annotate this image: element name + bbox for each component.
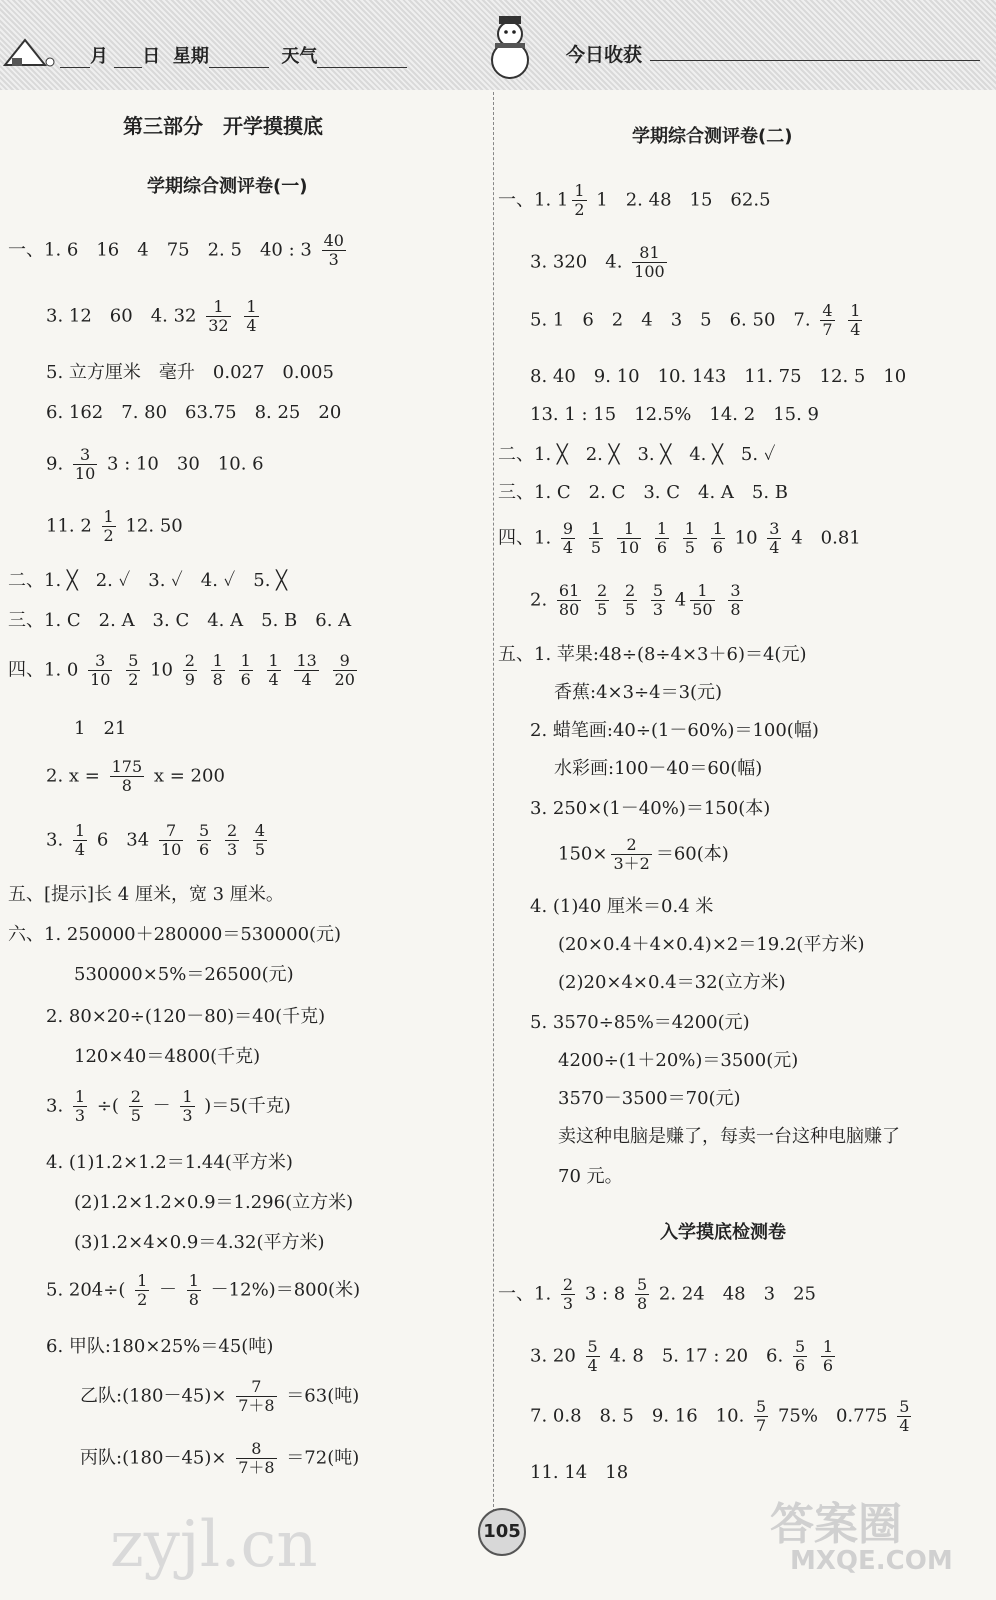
answer-line: 530000×5%＝26500(元) <box>74 964 294 985</box>
answer-line: 二、1. ╳ 2. ✓ 3. ✓ 4. ✓ 5. ╳ <box>8 570 287 591</box>
fraction: $\frac{81}{100}$ <box>634 243 665 281</box>
fraction: $\frac{1}{4}$ <box>74 821 86 859</box>
fraction: $\frac{2}{5}$ <box>624 581 636 619</box>
day-label: 日 <box>142 46 161 67</box>
answer-line: 2. x = $\frac{175}{8}$ x = 200 <box>46 757 225 795</box>
fraction: $\frac{2}{9}$ <box>184 651 195 689</box>
answer-line: 2. $\frac{61}{80}$ $\frac{2}{5}$ $\frac{2}{5}$ $\frac{5}{3}$ 4 $\frac{1}{50}$ $\frac{3}{8}$ <box>530 581 741 619</box>
fraction: $\frac{9}{20}$ <box>334 651 355 689</box>
fraction: $\frac{3}{4}$ <box>769 519 780 557</box>
fraction: $\frac{40}{3}$ <box>323 231 344 269</box>
answer-line: 5. 1 6 2 4 3 5 6. 50 7. $\frac{4}{7}$ $\frac{1}{4}$ <box>530 301 861 339</box>
answer-line: 11. 2 $\frac{1}{2}$ 12. 50 <box>46 507 183 545</box>
fraction: $\frac{1}{6}$ <box>240 651 251 689</box>
answer-line: 一、1. 6 16 4 75 2. 5 40 : 3 $\frac{40}{3}$ <box>8 231 344 269</box>
answer-line: 五、[提示]长 4 厘米，宽 3 厘米。 <box>8 884 284 905</box>
fraction: $\frac{1}{10}$ <box>618 519 640 557</box>
answer-line: 3570－3500＝70(元) <box>558 1088 741 1109</box>
week-blank[interactable] <box>209 49 269 68</box>
fraction: $\frac{175}{8}$ <box>111 757 143 795</box>
fraction: $\frac{7}{7+8}$ <box>238 1377 275 1415</box>
fraction: $\frac{61}{80}$ <box>558 581 580 619</box>
answer-line: 3. 12 60 4. 32 $\frac{1}{32}$ $\frac{1}{4}$ <box>46 297 257 335</box>
answer-line: 四、1. $\frac{9}{4}$ $\frac{1}{5}$ $\frac{1}{10}$ $\frac{1}{6}$ $\frac{1}{5}$ $\frac{1}{6}$ 10 $\frac{3}{4}$ 4 0.81 <box>498 519 861 557</box>
answer-line: 3. $\frac{1}{3}$ ÷( $\frac{2}{5}$ － $\frac{1}{3}$ )＝5(千克) <box>46 1087 291 1125</box>
answer-line: 二、1. ╳ 2. ╳ 3. ╳ 4. ╳ 5. ✓ <box>498 444 776 465</box>
fraction: $\frac{5}{6}$ <box>199 821 210 859</box>
fraction: $\frac{1}{4}$ <box>246 297 257 335</box>
fraction: $\frac{1}{6}$ <box>656 519 668 557</box>
answer-line: 13. 1 : 15 12.5% 14. 2 15. 9 <box>530 404 819 425</box>
daily-gain-blank[interactable] <box>650 60 980 61</box>
answer-line: (3)1.2×4×0.9＝4.32(平方米) <box>74 1232 325 1253</box>
answer-line: 卖这种电脑是赚了，每卖一台这种电脑赚了 <box>558 1126 900 1147</box>
answer-line: 四、1. 0 $\frac{3}{10}$ $\frac{5}{2}$ 10 $\frac{2}{9}$ $\frac{1}{8}$ $\frac{1}{6}$ $\frac{1}{4}$ $\frac{13}{4}$ $\frac{9}{20}$ <box>8 651 355 689</box>
answer-line: 3. 320 4. $\frac{81}{100}$ <box>530 243 665 281</box>
snowman-icon <box>475 12 545 82</box>
fraction: $\frac{1}{2}$ <box>574 181 585 219</box>
answer-line: 7. 0.8 8. 5 9. 16 10. $\frac{5}{7}$ 75% 0.775 $\frac{5}{4}$ <box>530 1397 910 1435</box>
fraction: $\frac{2}{3}$ <box>226 821 238 859</box>
date-weather-fields <box>60 42 407 68</box>
fraction: $\frac{2}{5}$ <box>597 581 608 619</box>
fraction: $\frac{1}{2}$ <box>137 1271 148 1309</box>
answer-line: 5. 3570÷85%＝4200(元) <box>530 1012 750 1033</box>
fraction: $\frac{5}{4}$ <box>899 1397 910 1435</box>
answer-line: 2. 80×20÷(120－80)＝40(千克) <box>46 1006 326 1027</box>
answer-line: 3. 250×(1－40%)＝150(本) <box>530 798 771 819</box>
part-title: 第三部分 开学摸摸底 <box>123 114 323 138</box>
answer-line: 70 元。 <box>558 1166 623 1187</box>
answer-line: 6. 甲队:180×25%＝45(吨) <box>46 1336 274 1357</box>
snowy-house-icon <box>0 30 60 70</box>
test1-title: 学期综合测评卷(一) <box>147 176 308 197</box>
weather-label: 天气 <box>281 46 318 67</box>
answer-line: 150× $\frac{2}{3+2}$ ＝60(本) <box>558 835 729 873</box>
test3-title: 入学摸底检测卷 <box>660 1222 786 1243</box>
week-label: 星期 <box>172 46 209 67</box>
fraction: $\frac{8}{7+8}$ <box>238 1439 275 1477</box>
fraction: $\frac{1}{8}$ <box>188 1271 199 1309</box>
answer-line: 4. (1)40 厘米＝0.4 米 <box>530 896 714 917</box>
answer-line: 4. (1)1.2×1.2＝1.44(平方米) <box>46 1152 293 1173</box>
answer-line: 乙队:(180－45)× $\frac{7}{7+8}$ ＝63(吨) <box>80 1377 360 1415</box>
answer-line: 3. 20 $\frac{5}{4}$ 4. 8 5. 17 : 20 6. $\frac{5}{6}$ $\frac{1}{6}$ <box>530 1337 834 1375</box>
watermark-site: zyjl.cn <box>110 1508 318 1582</box>
answer-line: 9. $\frac{3}{10}$ 3 : 10 30 10. 6 <box>46 445 264 483</box>
fraction: $\frac{1}{8}$ <box>212 651 223 689</box>
answer-line: 五、1. 苹果:48÷(8÷4×3＋6)＝4(元) <box>498 644 807 665</box>
answer-line: 丙队:(180－45)× $\frac{8}{7+8}$ ＝72(吨) <box>80 1439 360 1477</box>
fraction: $\frac{4}{7}$ <box>822 301 833 339</box>
fraction: $\frac{3}{10}$ <box>74 445 96 483</box>
watermark-domain: MXQE.COM <box>790 1546 953 1576</box>
answer-line: 一、1. 1 $\frac{1}{2}$ 1 2. 48 15 62.5 <box>498 181 771 219</box>
watermark-logo: 答案圈 <box>770 1499 902 1550</box>
fraction: $\frac{1}{4}$ <box>268 651 279 689</box>
fraction: $\frac{13}{4}$ <box>296 651 317 689</box>
fraction: $\frac{2}{3}$ <box>562 1275 574 1313</box>
month-label: 月 <box>90 46 108 67</box>
answer-line: 11. 14 18 <box>530 1462 629 1483</box>
answer-line: 5. 204÷( $\frac{1}{2}$ － $\frac{1}{8}$ －12%)＝800(米) <box>46 1271 361 1309</box>
fraction: $\frac{1}{50}$ <box>692 581 713 619</box>
answer-line: 香蕉:4×3÷4＝3(元) <box>554 682 723 703</box>
fraction: $\frac{1}{6}$ <box>712 519 723 557</box>
answer-line: 6. 162 7. 80 63.75 8. 25 20 <box>46 402 342 423</box>
page-number: 105 <box>478 1508 526 1556</box>
weather-blank[interactable] <box>317 49 407 68</box>
answer-line: 一、1. $\frac{2}{3}$ 3 : 8 $\frac{5}{8}$ 2. 24 48 3 25 <box>498 1275 816 1313</box>
test2-title: 学期综合测评卷(二) <box>632 126 793 147</box>
answer-line: (20×0.4＋4×0.4)×2＝19.2(平方米) <box>558 934 865 955</box>
answer-line: 三、1. C 2. A 3. C 4. A 5. B 6. A <box>8 610 352 631</box>
fraction: $\frac{5}{3}$ <box>652 581 664 619</box>
fraction: $\frac{5}{6}$ <box>794 1337 806 1375</box>
fraction: $\frac{1}{3}$ <box>74 1087 86 1125</box>
fraction: $\frac{5}{7}$ <box>756 1397 767 1435</box>
fraction: $\frac{3}{8}$ <box>730 581 741 619</box>
daily-gain-label: 今日收获 <box>566 44 643 66</box>
fraction: $\frac{5}{4}$ <box>587 1337 598 1375</box>
fraction: $\frac{2}{3+2}$ <box>613 835 650 873</box>
answer-line: 水彩画:100－40＝60(幅) <box>554 758 763 779</box>
answer-line: 三、1. C 2. C 3. C 4. A 5. B <box>498 482 789 503</box>
answer-line: 六、1. 250000＋280000＝530000(元) <box>8 924 342 945</box>
fraction: $\frac{3}{10}$ <box>90 651 111 689</box>
fraction: $\frac{5}{8}$ <box>637 1275 648 1313</box>
fraction: $\frac{1}{2}$ <box>103 507 114 545</box>
answer-line: 8. 40 9. 10 10. 143 11. 75 12. 5 10 <box>530 366 907 387</box>
answer-line: 2. 蜡笔画:40÷(1－60%)＝100(幅) <box>530 720 819 741</box>
answer-line: 4200÷(1＋20%)＝3500(元) <box>558 1050 799 1071</box>
fraction: $\frac{1}{6}$ <box>822 1337 834 1375</box>
fraction: $\frac{1}{5}$ <box>684 519 695 557</box>
fraction: $\frac{5}{2}$ <box>128 651 139 689</box>
fraction: $\frac{1}{3}$ <box>182 1087 193 1125</box>
fraction: $\frac{4}{5}$ <box>254 821 266 859</box>
answer-line: 120×40＝4800(千克) <box>74 1046 261 1067</box>
answer-line: 1 21 <box>74 718 127 739</box>
fraction: $\frac{9}{4}$ <box>562 519 574 557</box>
day-blank[interactable] <box>114 49 142 68</box>
answer-line: 5. 立方厘米 毫升 0.027 0.005 <box>46 362 334 383</box>
answer-line: (2)20×4×0.4＝32(立方米) <box>558 972 786 993</box>
fraction: $\frac{7}{10}$ <box>160 821 182 859</box>
answer-line: 3. $\frac{1}{4}$ 6 34 $\frac{7}{10}$ $\frac{5}{6}$ $\frac{2}{3}$ $\frac{4}{5}$ <box>46 821 266 859</box>
fraction: $\frac{1}{4}$ <box>850 301 861 339</box>
fraction: $\frac{1}{5}$ <box>590 519 602 557</box>
answer-line: (2)1.2×1.2×0.9＝1.296(立方米) <box>74 1192 354 1213</box>
column-divider <box>493 92 494 1552</box>
fraction: $\frac{1}{32}$ <box>208 297 229 335</box>
month-blank[interactable] <box>60 49 90 68</box>
fraction: $\frac{2}{5}$ <box>130 1087 141 1125</box>
